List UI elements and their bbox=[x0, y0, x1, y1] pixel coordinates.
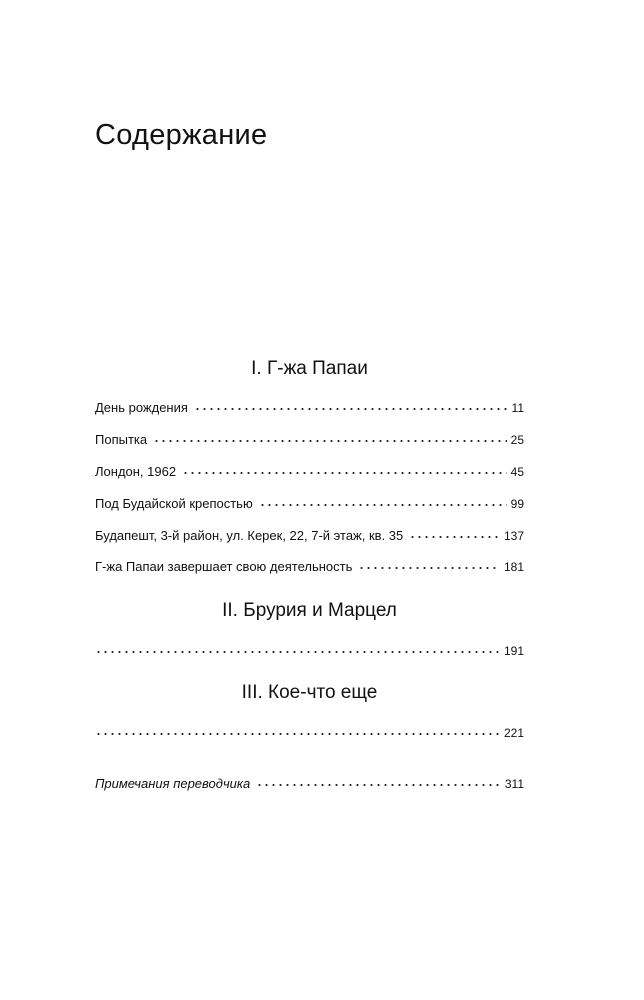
page-title: Содержание bbox=[95, 119, 268, 151]
dot-leader bbox=[153, 428, 507, 444]
part-3-heading: III. Кое-что еще bbox=[241, 682, 378, 703]
toc-entry-title: Лондон, 1962 bbox=[95, 464, 177, 479]
dot-leader bbox=[256, 772, 501, 788]
dot-leader bbox=[259, 492, 507, 508]
dot-leader bbox=[194, 396, 508, 412]
toc-entry-title: Будапешт, 3-й район, ул. Керек, 22, 7-й этаж, кв. 35 bbox=[95, 528, 404, 543]
toc-entry[interactable] bbox=[95, 428, 524, 448]
toc-entry[interactable] bbox=[95, 460, 524, 480]
toc-entry-title: День рождения bbox=[95, 400, 188, 415]
toc-entry[interactable] bbox=[95, 492, 524, 512]
dot-leader bbox=[95, 639, 500, 655]
toc-entry-page: 191 bbox=[503, 644, 524, 658]
toc-entry-page: 311 bbox=[504, 777, 524, 791]
toc-entry-title: Примечания переводчика bbox=[95, 776, 251, 791]
toc-entry-page: 11 bbox=[511, 401, 524, 415]
dot-leader bbox=[95, 721, 500, 737]
toc-entry-page: 25 bbox=[510, 433, 524, 447]
toc-entry[interactable] bbox=[95, 524, 524, 544]
toc-entry-page: 181 bbox=[503, 560, 524, 574]
toc-entry-title: Под Будайской крепостью bbox=[95, 496, 253, 511]
toc-entry[interactable] bbox=[95, 639, 524, 659]
toc-entry[interactable] bbox=[95, 555, 524, 575]
dot-leader bbox=[358, 555, 500, 571]
toc-entry[interactable] bbox=[95, 721, 524, 741]
toc-entry-page: 99 bbox=[510, 497, 524, 511]
toc-entry-page: 45 bbox=[510, 465, 524, 479]
toc-entry-notes[interactable] bbox=[95, 772, 524, 792]
toc-entry-title: Попытка bbox=[95, 432, 148, 447]
toc-entry-page: 221 bbox=[503, 726, 524, 740]
dot-leader bbox=[409, 524, 500, 540]
part-1-heading: I. Г-жа Папаи bbox=[251, 358, 368, 379]
toc-entry-page: 137 bbox=[503, 529, 524, 543]
part-2-heading: II. Брурия и Марцел bbox=[222, 600, 397, 621]
dot-leader bbox=[182, 460, 507, 476]
toc-entry-title: Г-жа Папаи завершает свою деятельность bbox=[95, 559, 353, 574]
toc-entry[interactable] bbox=[95, 396, 524, 416]
